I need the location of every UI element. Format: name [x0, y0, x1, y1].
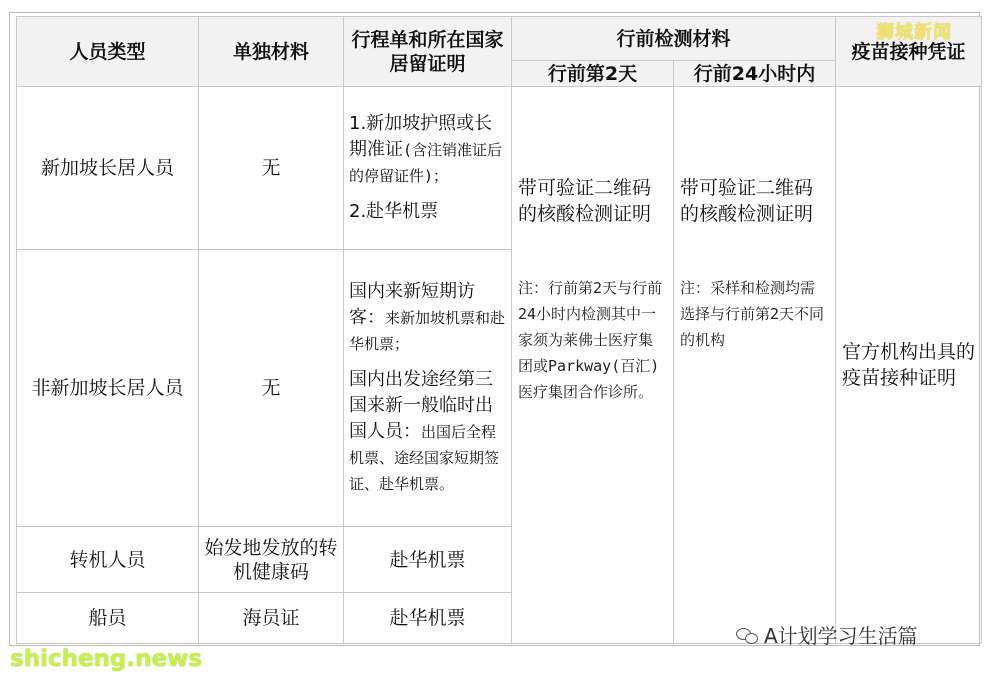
row-sg-resident-type: 新加坡长居人员 — [17, 87, 199, 250]
sg-itinerary-item1-main: 1.新加坡护照或长期准证 — [349, 113, 493, 160]
test-2days-note: 注：行前第2天与行前24小时内检测其中一家须为莱佛士医疗集团或Parkway(百汇)医疗集团合作诊所。 — [518, 279, 663, 401]
wechat-source-label: A计划学习生活篇 — [764, 624, 918, 648]
test-2days-cell — [512, 87, 674, 644]
non-itinerary-item2-main: 国内出发途经第三国来新一般临时出国人员： — [349, 369, 493, 442]
header-itinerary-label: 行程单和所在国家居留证明 — [351, 28, 504, 75]
row-sg-resident-material: 无 — [199, 87, 344, 250]
entry-requirements-table — [16, 16, 982, 644]
row-transfer-type: 转机人员 — [17, 527, 199, 593]
watermark-top: 狮城新闻 — [876, 22, 952, 43]
wechat-icon — [736, 627, 758, 643]
row-non-resident-type: 非新加坡长居人员 — [17, 250, 199, 527]
header-itinerary — [344, 17, 512, 87]
watermark-bottom: shicheng.news — [10, 646, 203, 672]
header-test-group: 行前检测材料 — [512, 17, 836, 61]
header-person-type: 人员类型 — [17, 17, 199, 87]
test-24h-cell — [674, 87, 836, 644]
row-non-resident-material: 无 — [199, 250, 344, 527]
vaccine-cell: 官方机构出具的疫苗接种证明 — [836, 87, 982, 644]
sg-itinerary-item2: 2.赴华机票 — [349, 201, 439, 222]
non-itinerary-item1-main: 国内来新短期访客： — [349, 281, 475, 328]
row-non-resident-itinerary — [344, 250, 512, 527]
header-vaccine: 疫苗接种凭证 — [836, 17, 982, 87]
row-transfer-material: 始发地发放的转机健康码 — [199, 527, 344, 593]
sg-itinerary-item1-note: (含注销准证后的停留证件)； — [349, 141, 503, 185]
row-crew-itinerary: 赴华机票 — [344, 593, 512, 644]
header-separate-material: 单独材料 — [199, 17, 344, 87]
row-crew-type: 船员 — [17, 593, 199, 644]
header-test-24h: 行前24小时内 — [674, 61, 836, 87]
non-itinerary-item2-note: 出国后全程机票、途经国家短期签证、赴华机票。 — [349, 423, 500, 493]
row-crew-material: 海员证 — [199, 593, 344, 644]
test-24h-note: 注：采样和检测均需选择与行前第2天不同的机构 — [680, 279, 825, 349]
non-itinerary-item1-note: 来新加坡机票和赴华机票； — [349, 309, 506, 353]
test-24h-main: 带可验证二维码的核酸检测证明 — [680, 177, 814, 225]
row-transfer-itinerary: 赴华机票 — [344, 527, 512, 593]
test-2days-main: 带可验证二维码的核酸检测证明 — [518, 177, 652, 225]
header-test-2days: 行前第2天 — [512, 61, 674, 87]
row-sg-resident-itinerary — [344, 87, 512, 250]
wechat-source — [736, 620, 918, 649]
